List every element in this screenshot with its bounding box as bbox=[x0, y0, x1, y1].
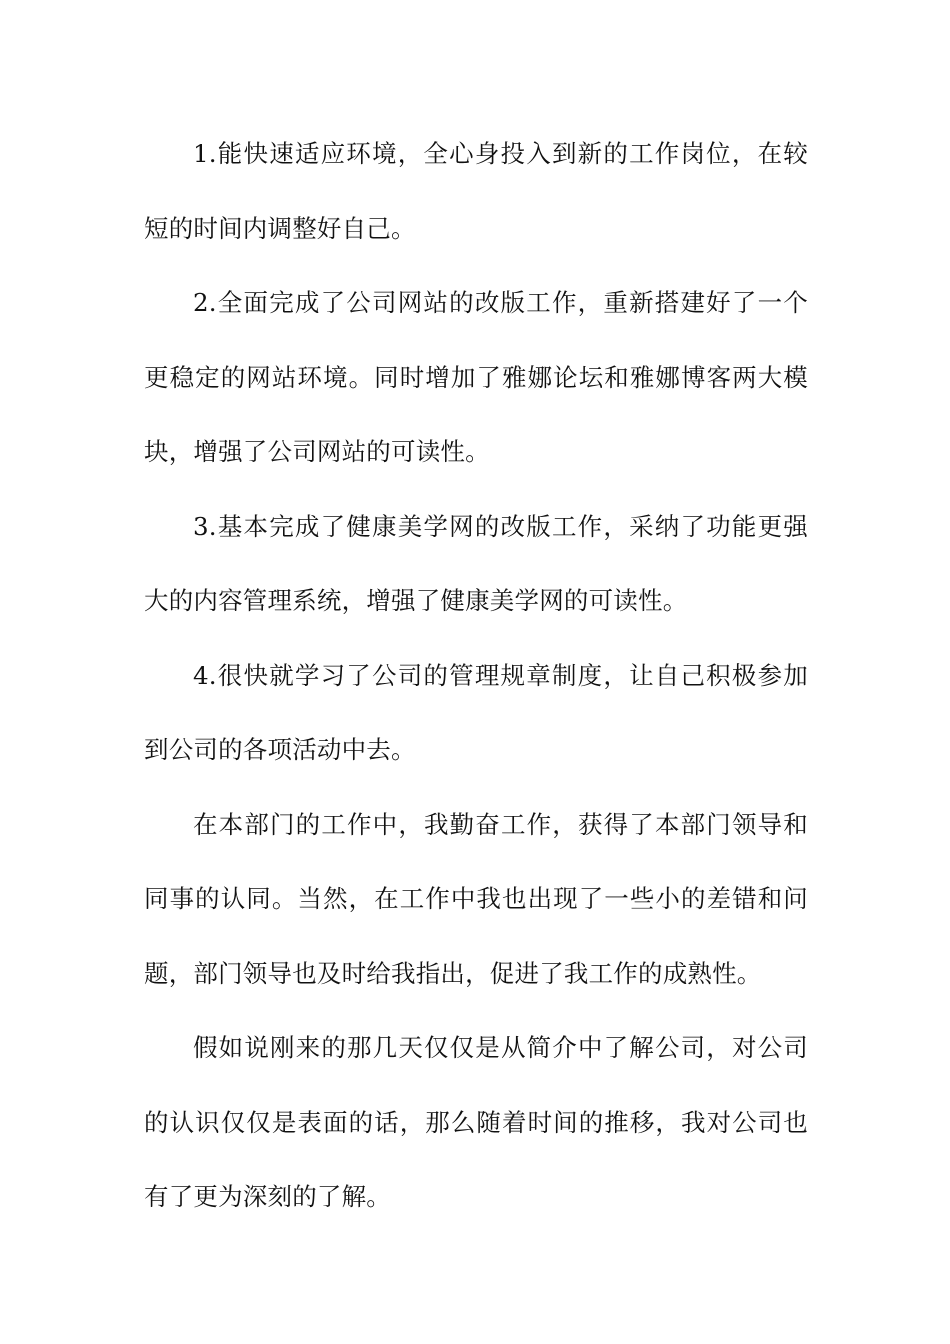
paragraph-item-1: 1.能快速适应环境，全心身投入到新的工作岗位，在较短的时间内调整好自己。 bbox=[144, 139, 808, 243]
document-body bbox=[144, 117, 808, 1235]
paragraph-item-3: 3.基本完成了健康美学网的改版工作，采纳了功能更强大的内容管理系统，增强了健康美学网的可读性。 bbox=[144, 511, 808, 615]
paragraph-department-work: 在本部门的工作中，我勤奋工作，获得了本部门领导和同事的认同。当然，在工作中我也出现了一些小的差错和问题，部门领导也及时给我指出，促进了我工作的成熟性。 bbox=[144, 809, 808, 988]
paragraph-item-2: 2.全面完成了公司网站的改版工作，重新搭建好了一个更稳定的网站环境。同时增加了雅娜论坛和雅娜博客两大模块，增强了公司网站的可读性。 bbox=[144, 288, 808, 466]
paragraph-company-understanding: 假如说刚来的那几天仅仅是从简介中了解公司，对公司的认识仅仅是表面的话，那么随着时间的推移，我对公司也有了更为深刻的了解。 bbox=[144, 1033, 808, 1211]
paragraph-item-4: 4.很快就学习了公司的管理规章制度，让自己积极参加到公司的各项活动中去。 bbox=[144, 660, 808, 764]
